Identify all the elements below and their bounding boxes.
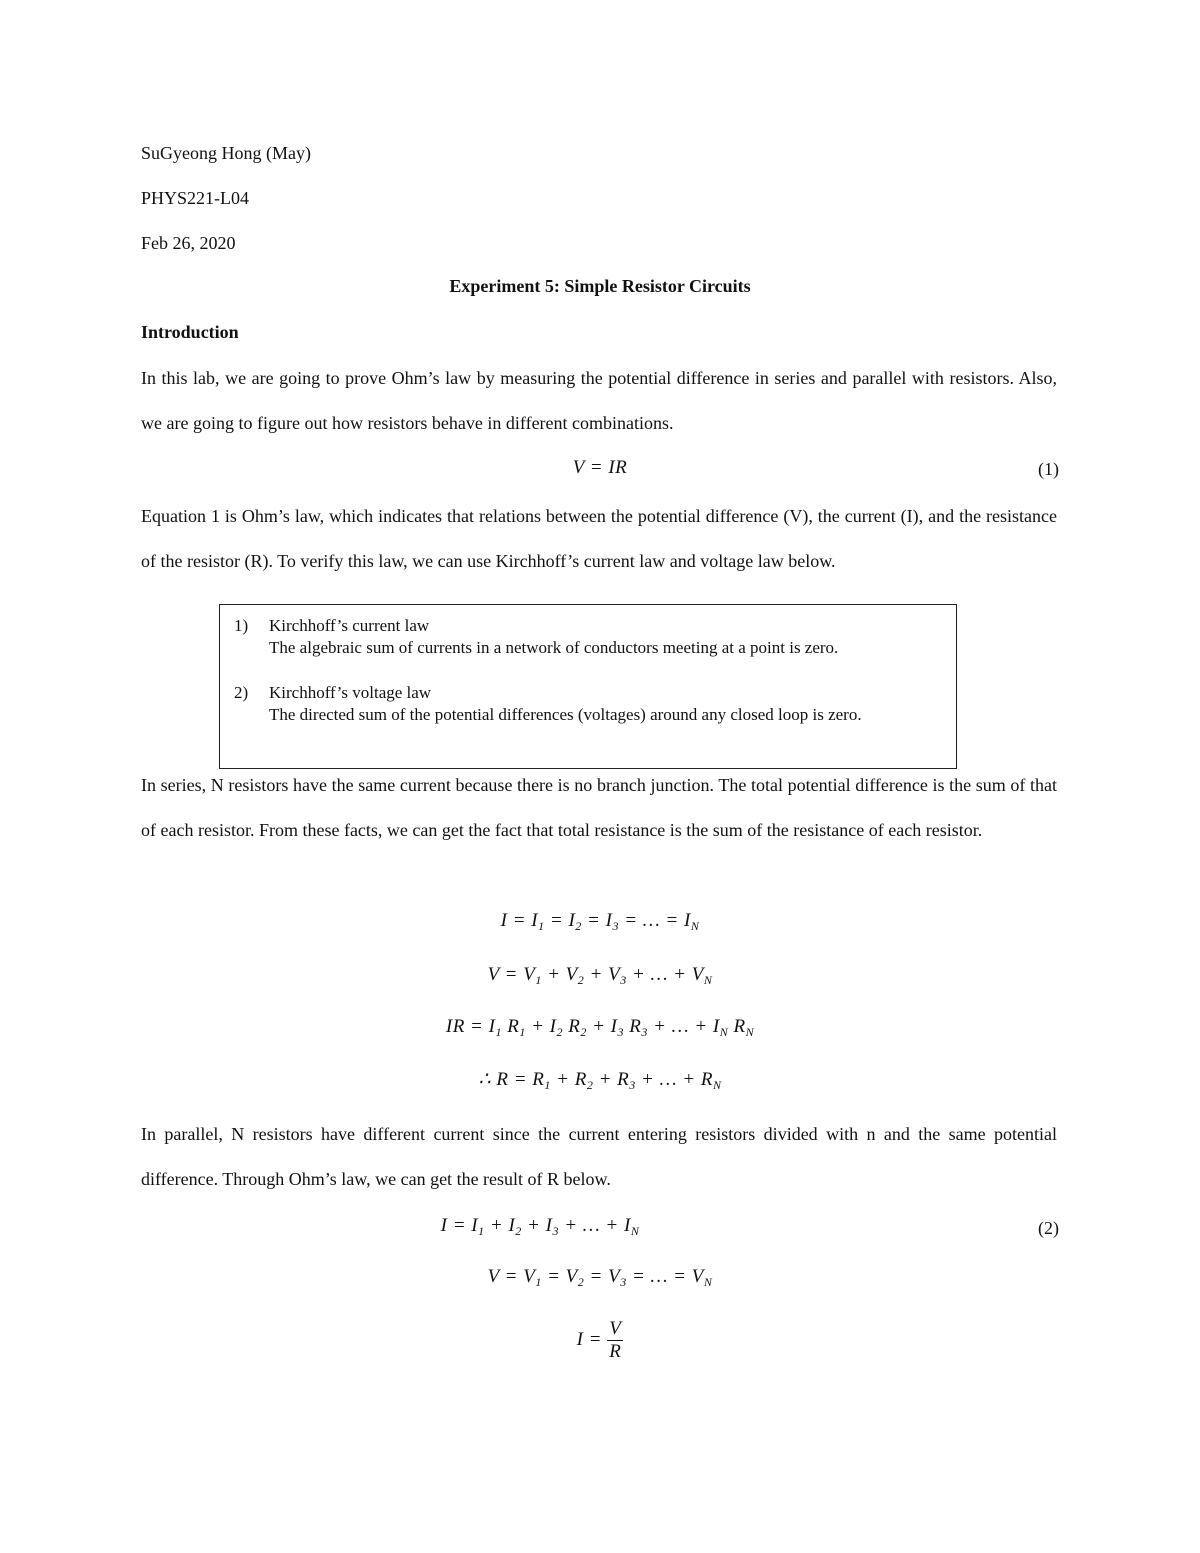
equation-series-resistance: ∴ $R = R_1 + R_2 + R_3$ + … + $R_N$ <box>478 1069 722 1092</box>
course-code: PHYS221-L04 <box>141 188 250 208</box>
law-number: 2) <box>234 683 249 702</box>
equation-parallel-current: $I = I_1 + I_2 + I_3$ + … + $I_N$ <box>440 1215 640 1238</box>
equation-parallel-voltage: $V = V_1 = V_2 = V_3$ = … = $V_N$ <box>487 1266 713 1289</box>
equation-series-voltage: $V = V_1 + V_2 + V_3$ + … + $V_N$ <box>487 964 713 987</box>
equation-1-label: (1) <box>1038 459 1059 479</box>
fraction-v-over-r: $\frac{V}{R}$ <box>609 1318 622 1362</box>
law-number: 1) <box>234 616 249 635</box>
equation-series-current: $I = I_1 = I_2 = I_3$ = … = $I_N$ <box>500 910 700 933</box>
law-description: The algebraic sum of currents in a network of conductors meeting at a point is zero. <box>269 638 839 657</box>
series-paragraph: In series, N resistors have the same current because there is no branch junction. The total potential difference is the sum of that of each resistor. From these facts, we can get the fact that total resistance is the sum of the resistance of each resistor. <box>141 775 1057 840</box>
author-name: SuGyeong Hong (May) <box>141 143 311 163</box>
equation-ohms-law: V = IR <box>572 457 628 478</box>
section-heading-introduction: Introduction <box>141 322 239 342</box>
kirchhoff-laws-box <box>219 604 957 769</box>
equation-parallel-ohm: I = $\frac{V}{R}$ <box>576 1318 622 1362</box>
report-date: Feb 26, 2020 <box>141 233 236 253</box>
equation-series-ir: IR = $I_1$ $R_1 + I_2$ $R_2 + I_3$ $R_3$ + … + $I_N$ $R_N$ <box>445 1016 755 1039</box>
document-title: Experiment 5: Simple Resistor Circuits <box>449 276 751 296</box>
ohms-law-paragraph: Equation 1 is Ohm’s law, which indicates that relations between the potential difference (V), the current (I), and the resistance of the resistor (R). To verify this law, we can use Kirchhoff’s current law and voltage law below. <box>141 506 1057 571</box>
parallel-paragraph: In parallel, N resistors have different current since the current entering resistors divided with n and the same potential difference. Through Ohm’s law, we can get the result of R below. <box>141 1124 1057 1189</box>
law-name: Kirchhoff’s voltage law <box>269 683 432 702</box>
law-description: The directed sum of the potential differences (voltages) around any closed loop is zero. <box>269 705 862 724</box>
law-name: Kirchhoff’s current law <box>269 616 430 635</box>
intro-paragraph: In this lab, we are going to prove Ohm’s law by measuring the potential difference in series and parallel with resistors. Also, we are going to figure out how resistors behave in different combinations. <box>141 368 1057 433</box>
equation-2-label: (2) <box>1038 1218 1059 1238</box>
